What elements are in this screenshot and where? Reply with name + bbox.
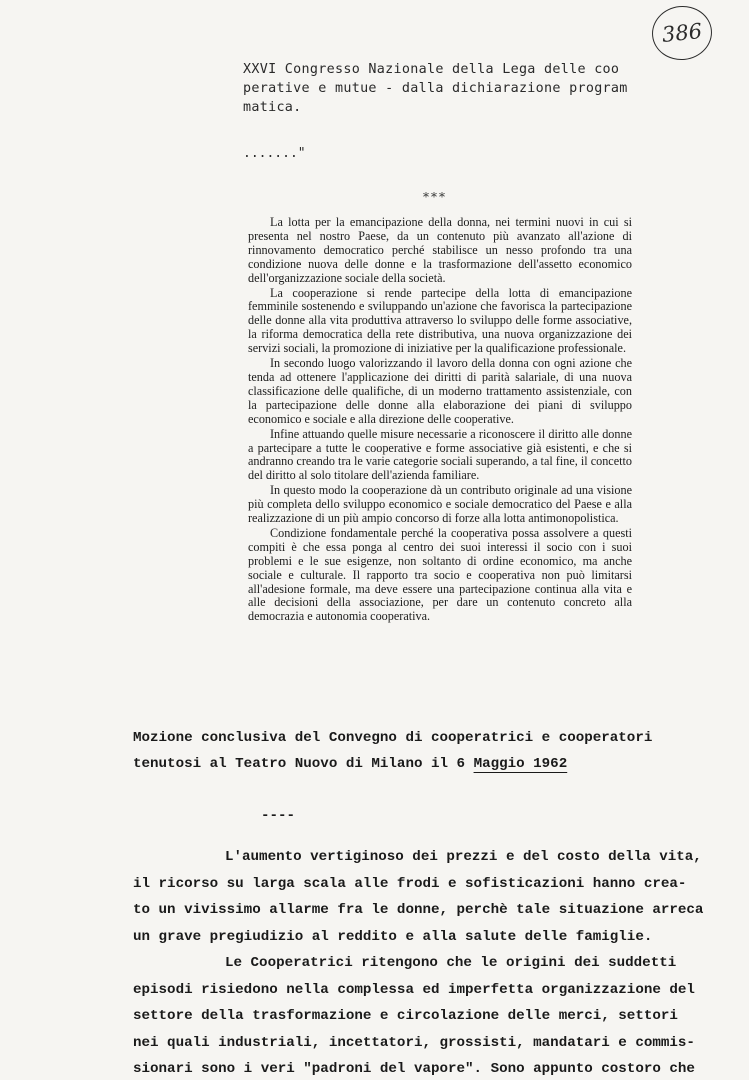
motion-section xyxy=(133,725,733,1080)
ellipsis-marker: ......." xyxy=(243,146,306,161)
excerpt-paragraph: In secondo luogo valorizzando il lavoro della donna con ogni azione che tenda ad ottenere l'applicazione dei diritti di parità salariale, di una nuova classificazione delle qualifiche, di un moderno trattamento assistenziale, con la partecipazione delle donne alla elaborazione dei piani di sviluppo economico e sociale e alla direzione delle cooperative. xyxy=(248,356,632,426)
body-line: Le Cooperatrici ritengono che le origini dei suddetti xyxy=(225,955,677,971)
body-line: il ricorso su larga scala alle frodi e sofisticazioni hanno crea- xyxy=(133,875,687,892)
body-line: nei quali industriali, incettatori, grossisti, mandatari e commis- xyxy=(133,1034,695,1051)
excerpt-paragraph: Infine attuando quelle misure necessarie a riconoscere il diritto alle donne a partecipare a tutte le cooperative e forme associative già esistenti, e che si andranno creando tra le varie categorie sociali superando, a tal fine, il concetto del diritto al solo titolare dell'azienda familiare. xyxy=(248,426,632,483)
body-line: sionari sono i veri "padroni del vapore". Sono appunto costoro che xyxy=(133,1061,695,1077)
body-line: un grave pregiudizio al reddito e alla salute delle famiglie. xyxy=(133,928,653,945)
excerpt-paragraph: In questo modo la cooperazione dà un contributo originale ad una visione più completa dello sviluppo economico e sociale democratico del Paese e alla realizzazione di un più ampio concorso di forze alla lotta antimonopolistica. xyxy=(248,483,632,526)
body-line: episodi risiedono nella complessa ed imperfetta organizzazione del xyxy=(133,981,695,998)
page-number-stamp: 386 xyxy=(649,3,714,63)
heading-line: perative e mutue - dalla dichiarazione program xyxy=(243,81,628,96)
motion-body xyxy=(133,844,733,1080)
body-line: L'aumento vertiginoso dei prezzi e del costo della vita, xyxy=(225,849,702,865)
motion-title xyxy=(133,725,733,777)
motion-title-prefix: tenutosi al Teatro Nuovo di Milano il 6 xyxy=(133,756,474,772)
congress-heading xyxy=(243,60,683,117)
excerpt-paragraph: La lotta per la emancipazione della donna, nei termini nuovi in cui si presenta nel nostro Paese, da un contenuto più avanzato all'azione di rinnovamento democratico perché stabilisce un nesso profondo tra una condizione nuova delle donne e la trasformazione dell'assetto economico dell'organizzazione sociale della società. xyxy=(248,215,632,285)
body-line: to un vivissimo allarme fra le donne, perchè tale situazione arreca xyxy=(133,902,704,918)
excerpt-paragraph: Condizione fondamentale perché la cooperativa possa assolvere a questi compiti è che essa ponga al centro dei suoi interessi il socio con i suoi problemi e le sue esigenze, non soltanto di ordine economico, ma anche sociale e culturale. Il rapporto tra socio e cooperativa non può limitarsi all'adesione formale, ma deve essere una partecipazione continua alla vita e alle decisioni della associazione, per dare un contenuto concreto alla democrazia e autonomia cooperativa. xyxy=(248,525,632,624)
heading-line: matica. xyxy=(243,100,302,115)
heading-line: XXVI Congresso Nazionale della Lega delle coo xyxy=(243,62,620,77)
motion-date: Maggio 1962 xyxy=(473,756,568,772)
body-line: settore della trasformazione e circolazione delle merci, settori xyxy=(133,1008,678,1024)
printed-excerpt xyxy=(248,216,632,625)
motion-title-line: Mozione conclusiva del Convegno di cooperatrici e cooperatori xyxy=(133,730,653,746)
excerpt-paragraph: La cooperazione si rende partecipe della lotta di emancipazione femminile sostenendo e sviluppando un'azione che favorisca la partecipazione delle donne alla vita produttiva attraverso lo sviluppo delle forme associative, la riforma democratica della rete distributiva, una nuova organizzazione dei servizi sociali, la promozione di iniziative per la qualificazione professionale. xyxy=(248,285,632,356)
motion-title-line xyxy=(133,751,733,777)
section-stars: *** xyxy=(423,190,447,204)
separator: ---- xyxy=(261,808,296,824)
